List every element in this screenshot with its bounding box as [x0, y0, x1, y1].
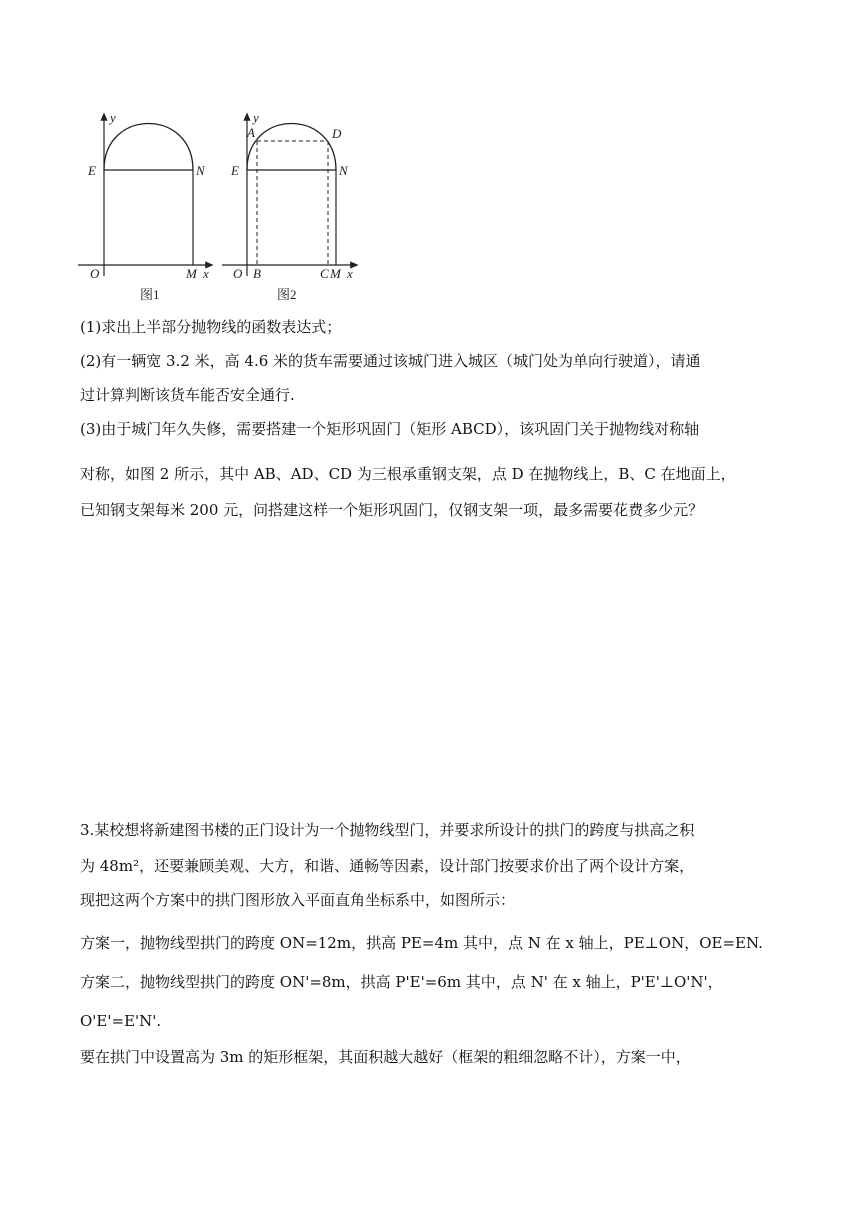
fig2-label-b: B	[253, 266, 261, 281]
fig1-label-o: O	[90, 266, 100, 281]
figures	[70, 108, 370, 308]
q3-line1: 3.某校想将新建图书楼的正门设计为一个抛物线型门，并要求所设计的拱门的跨度与拱高之积	[80, 821, 695, 839]
fig2-parabola-arch	[247, 124, 336, 171]
fig2-label-n: N	[339, 163, 348, 178]
fig1-caption: 图1	[140, 287, 160, 302]
fig1-label-m: M	[186, 266, 197, 281]
q2-part3-line2: 对称，如图 2 所示，其中 AB、AD、CD 为三根承重钢支架，点 D 在抛物线上，B、C 在地面上，	[80, 465, 736, 483]
q2-part1: (1)求出上半部分抛物线的函数表达式；	[80, 318, 342, 336]
q2-part2-line2: 过计算判断该货车能否安全通行.	[80, 386, 295, 404]
q2-part3-line3: 已知钢支架每米 200 元，问搭建这样一个矩形巩固门，仅钢支架一项，最多需要花费多少元？	[80, 501, 704, 519]
fig2-label-e: E	[231, 163, 239, 178]
q2-part3-line1: (3)由于城门年久失修，需要搭建一个矩形巩固门（矩形 ABCD），该巩固门关于抛物线对称轴	[80, 420, 700, 438]
fig2-label-y: y	[253, 110, 259, 125]
fig2-label-m: M	[330, 266, 341, 281]
q3-plan2-line1: 方案二，抛物线型拱门的跨度 ON'=8m，拱高 P'E'=6m 其中，点 N' 在 x 轴上，P'E'⊥O'N'，	[80, 973, 723, 991]
figure-2	[222, 110, 355, 302]
q3-line-last: 要在拱门中设置高为 3m 的矩形框架，其面积越大越好（框架的粗细忽略不计），方案一中，	[80, 1048, 691, 1066]
q3-plan2-line2: O'E'=E'N'.	[80, 1012, 162, 1030]
figure-1	[78, 110, 210, 302]
q3-line2: 为 48m²，还要兼顾美观、大方，和谐、通畅等因素，设计部门按要求价出了两个设计方案，	[80, 857, 695, 875]
fig1-label-n: N	[196, 163, 205, 178]
figure-diagrams	[70, 108, 370, 308]
fig2-label-c: C	[320, 266, 329, 281]
q3-line3: 现把这两个方案中的拱门图形放入平面直角坐标系中，如图所示：	[80, 891, 516, 909]
fig1-label-e: E	[88, 163, 96, 178]
fig1-parabola-arch	[104, 124, 193, 171]
fig2-label-o: O	[233, 266, 243, 281]
q2-part2-line1: (2)有一辆宽 3.2 米，高 4.6 米的货车需要通过该城门进入城区（城门处为单向行驶道），请通	[80, 352, 701, 370]
fig2-caption: 图2	[277, 287, 297, 302]
fig1-label-y: y	[110, 110, 116, 125]
fig2-label-d: D	[332, 126, 342, 141]
q3-plan1: 方案一，抛物线型拱门的跨度 ON=12m，拱高 PE=4m 其中，点 N 在 x 轴上，PE⊥ON，OE=EN.	[80, 934, 763, 952]
fig2-label-x: x	[347, 266, 353, 281]
fig2-label-a: A	[247, 125, 255, 140]
fig1-label-x: x	[203, 266, 209, 281]
